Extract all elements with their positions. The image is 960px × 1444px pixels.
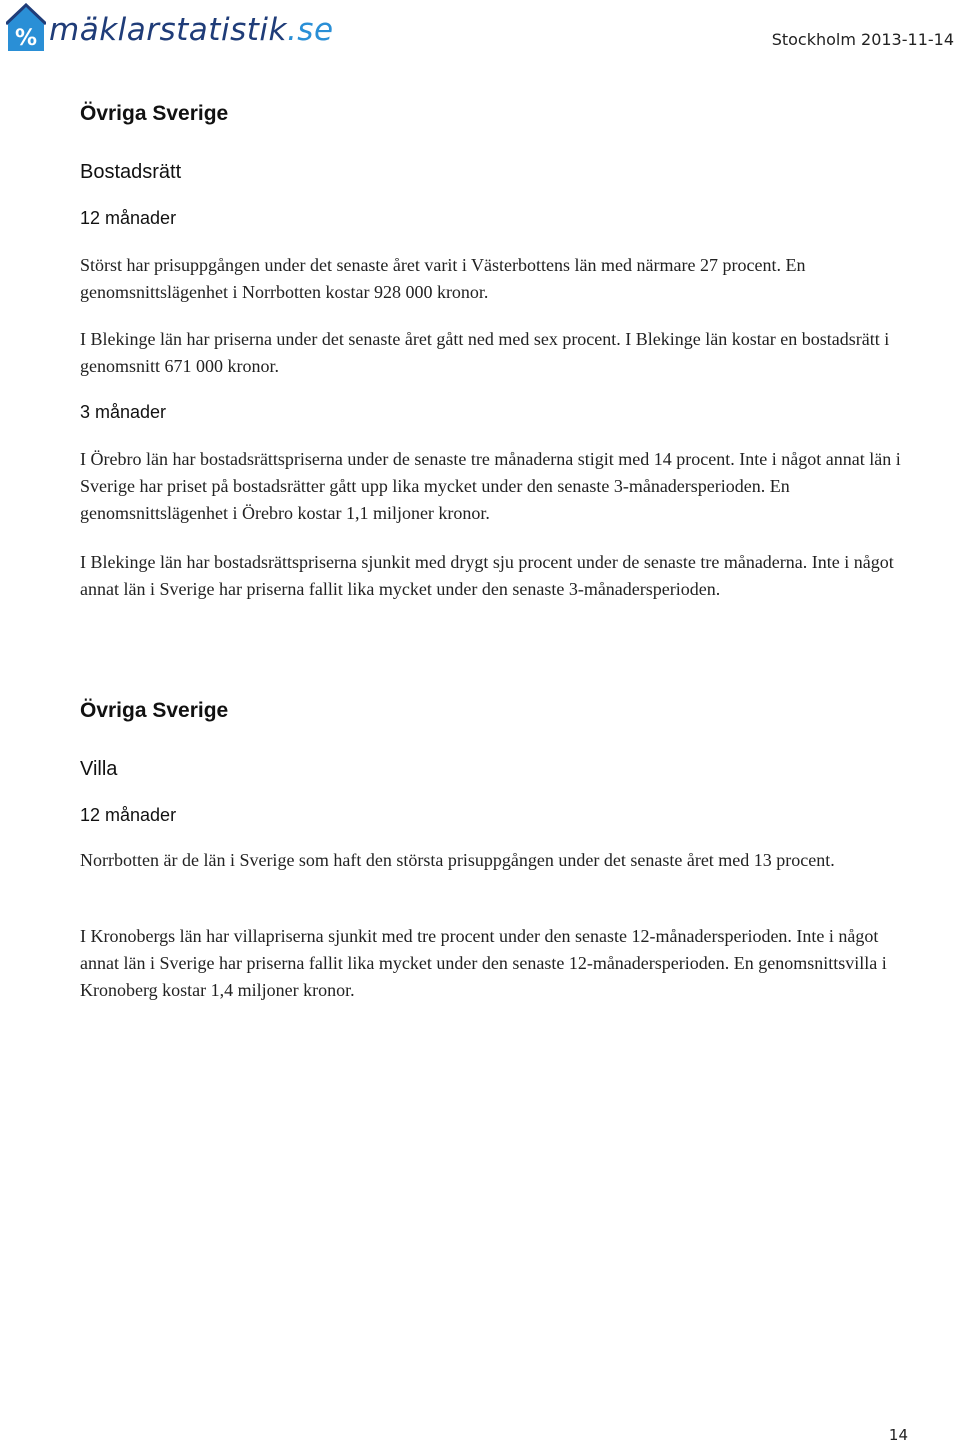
section2-paragraph-2: I Kronobergs län har villapriserna sjunkit med tre procent under den senaste 12-månadersperioden. Inte i något annat län i Sverige har priserna fallit lika mycket under den senaste 12-månadersperioden. En genomsnittsvilla i Kronoberg kostar 1,4 miljoner kronor. [80,926,887,1000]
page-number: 14 [888,1426,908,1444]
section1-region-heading: Övriga Sverige [80,102,229,125]
section2-paragraph-1: Norrbotten är de län i Sverige som haft den största prisuppgången under det senaste året med 13 procent. [80,850,835,870]
section1-paragraph-2: I Blekinge län har priserna under det senaste året gått ned med sex procent. I Blekinge län kostar en bostadsrätt i genomsnitt 671 000 kronor. [80,329,890,376]
section1-paragraph-4: I Blekinge län har bostadsrättspriserna sjunkit med drygt sju procent under de senaste tre månaderna. Inte i något annat län i Sverige har priserna fallit lika mycket under den senaste 3-månadersperioden. [80,552,894,599]
section2-period-12-heading: 12 månader [80,805,177,825]
section1-type-heading: Bostadsrätt [80,161,182,183]
logo-tld: .se [286,12,334,48]
logo-prefix: mäklarstatistik [49,12,287,48]
section1-paragraph-1: Störst har prisuppgången under det senaste året varit i Västerbottens län med närmare 27 procent. En genomsnittslägenhet i Norrbotten kostar 928 000 kronor. [80,255,806,302]
site-logo [6,3,334,53]
section2-type-heading: Villa [80,758,118,780]
section1-period-12-heading: 12 månader [80,208,177,228]
section1-period-3-heading: 3 månader [80,402,167,422]
logo-wordmark [49,11,334,49]
section1-paragraph-3: I Örebro län har bostadsrättspriserna under de senaste tre månaderna stigit med 14 procent. Inte i något annat län i Sverige har priset på bostadsrätter gått upp lika mycket under den senaste 3-månadersperioden. En genomsnittslägenhet i Örebro kostar 1,1 miljoner kronor. [80,449,901,523]
section2-region-heading: Övriga Sverige [80,699,229,722]
house-percent-logo-icon [6,3,46,53]
logo-badge: % [14,26,38,51]
header-date: Stockholm 2013-11-14 [771,30,954,49]
